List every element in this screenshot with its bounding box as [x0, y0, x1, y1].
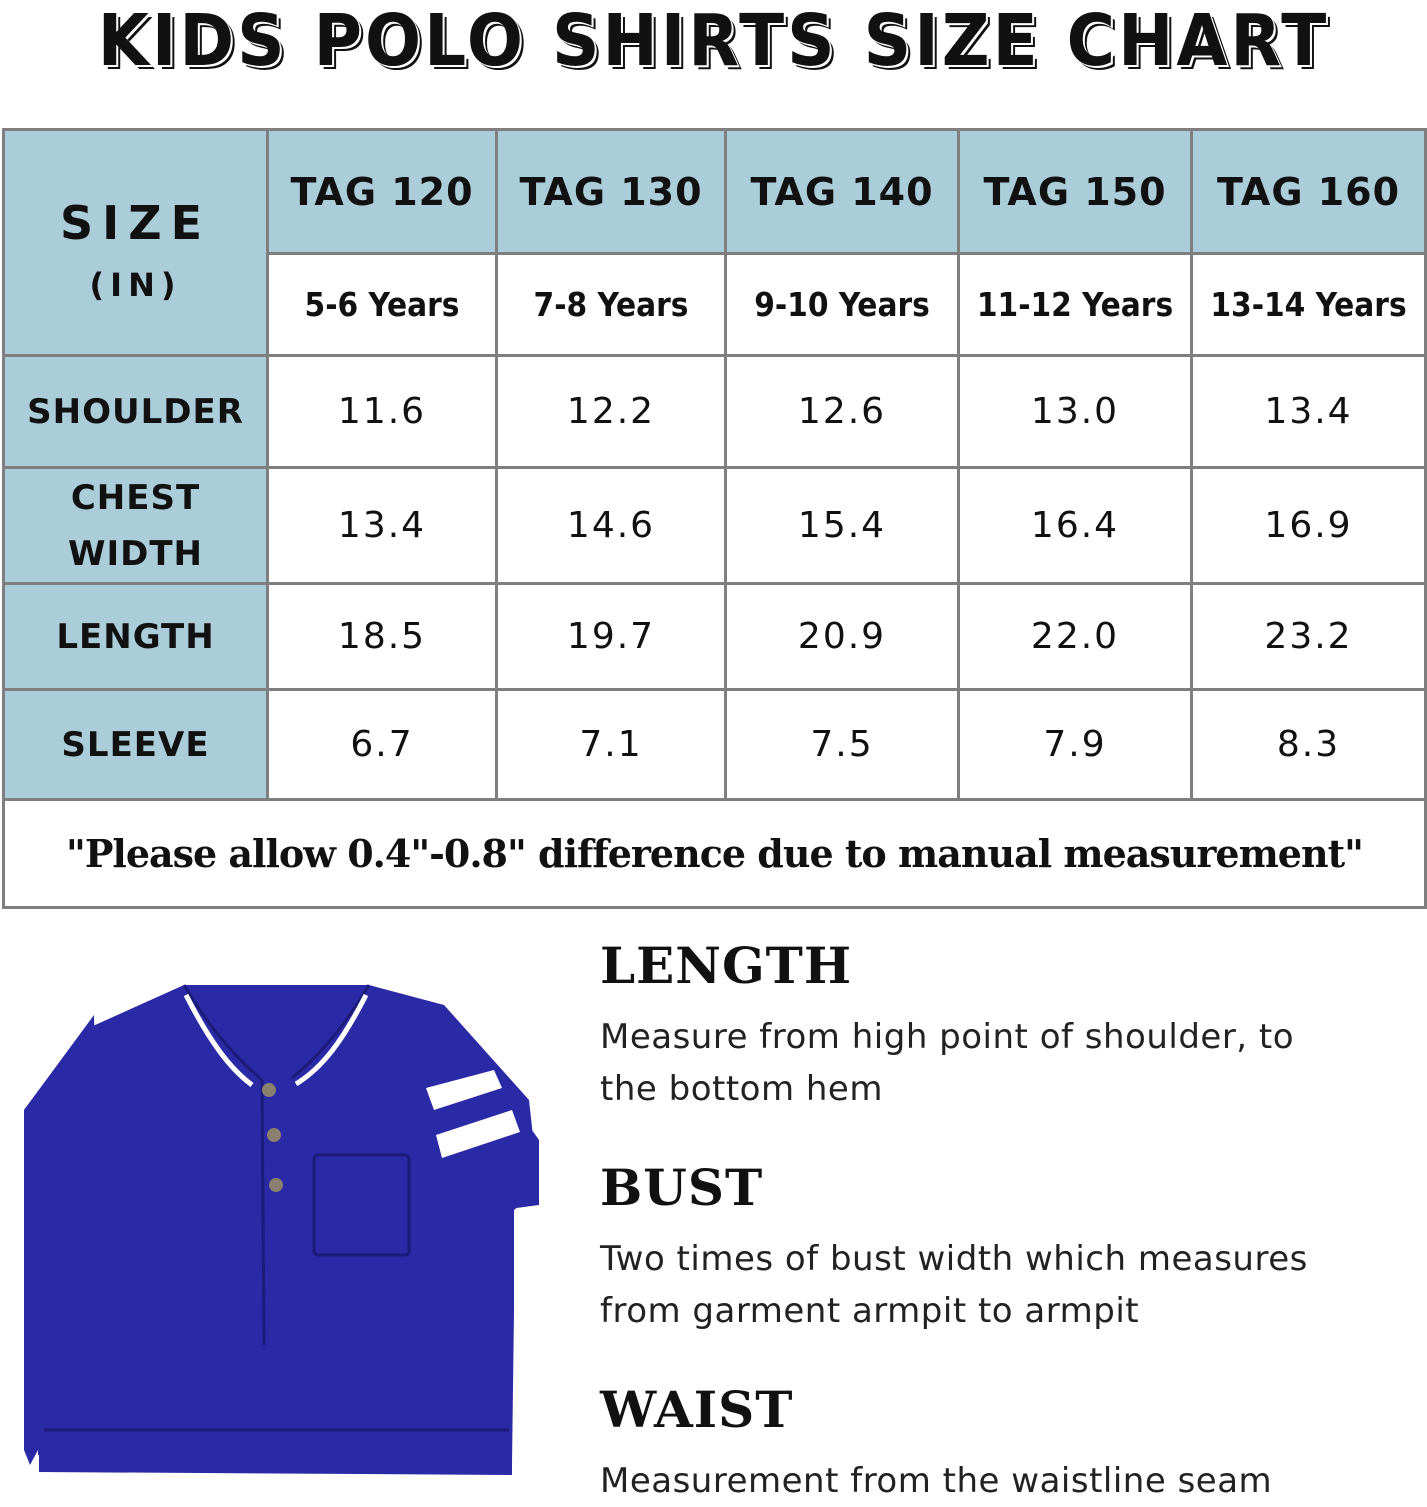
table-cell: 20.9	[726, 584, 959, 690]
row-label-shoulder: SHOULDER	[4, 356, 268, 468]
length-description	[600, 936, 1400, 1115]
age-header: 5-6 Years	[268, 254, 497, 356]
table-cell: 7.5	[726, 690, 959, 800]
page-title: KIDS POLO SHIRTS SIZE CHART	[97, 0, 1330, 83]
table-cell: 13.4	[268, 468, 497, 584]
table-cell: 18.5	[268, 584, 497, 690]
table-row	[4, 356, 1426, 468]
age-header: 9-10 Years	[726, 254, 959, 356]
polo-shirt-icon	[24, 960, 544, 1480]
table-cell: 11.6	[268, 356, 497, 468]
row-label-sleeve: SLEEVE	[4, 690, 268, 800]
size-chart-table	[2, 128, 1427, 909]
row-label-line: WIDTH	[67, 533, 204, 574]
table-row	[4, 584, 1426, 690]
measurement-note: "Please allow 0.4"-0.8" difference due to manual measurement"	[4, 800, 1426, 908]
table-cell: 12.6	[726, 356, 959, 468]
table-cell: 13.4	[1192, 356, 1426, 468]
table-cell: 7.9	[959, 690, 1192, 800]
table-row	[4, 690, 1426, 800]
length-text-line: Measure from high point of shoulder, to	[600, 1017, 1295, 1057]
row-label-length: LENGTH	[4, 584, 268, 690]
bust-heading: BUST	[600, 1158, 764, 1217]
age-header: 11-12 Years	[959, 254, 1192, 356]
table-cell: 14.6	[497, 468, 726, 584]
table-cell: 7.1	[497, 690, 726, 800]
row-label-chest-width	[4, 468, 268, 584]
bust-text-line: Two times of bust width which measures	[600, 1239, 1308, 1279]
table-cell: 22.0	[959, 584, 1192, 690]
table-cell: 19.7	[497, 584, 726, 690]
table-cell: 23.2	[1192, 584, 1426, 690]
bust-text-line: from garment armpit to armpit	[600, 1291, 1140, 1331]
age-header: 7-8 Years	[497, 254, 726, 356]
waist-text-line: Measurement from the waistline seam	[600, 1461, 1273, 1501]
age-header: 13-14 Years	[1192, 254, 1426, 356]
length-heading: LENGTH	[600, 936, 853, 995]
tag-header: TAG 150	[959, 130, 1192, 254]
waist-description	[600, 1380, 1400, 1507]
table-cell: 12.2	[497, 356, 726, 468]
tag-header: TAG 140	[726, 130, 959, 254]
size-header-cell	[4, 130, 268, 356]
table-cell: 15.4	[726, 468, 959, 584]
tag-header: TAG 120	[268, 130, 497, 254]
table-cell: 16.9	[1192, 468, 1426, 584]
row-label-line: CHEST	[70, 477, 201, 518]
table-cell: 13.0	[959, 356, 1192, 468]
size-label: SIZE	[59, 195, 212, 250]
bust-description	[600, 1158, 1400, 1337]
tag-header: TAG 160	[1192, 130, 1426, 254]
table-cell: 16.4	[959, 468, 1192, 584]
length-text-line: the bottom hem	[600, 1069, 883, 1109]
table-cell: 8.3	[1192, 690, 1426, 800]
unit-label: (IN)	[89, 265, 182, 304]
table-row	[4, 468, 1426, 584]
waist-heading: WAIST	[600, 1380, 794, 1439]
table-cell: 6.7	[268, 690, 497, 800]
tag-header: TAG 130	[497, 130, 726, 254]
